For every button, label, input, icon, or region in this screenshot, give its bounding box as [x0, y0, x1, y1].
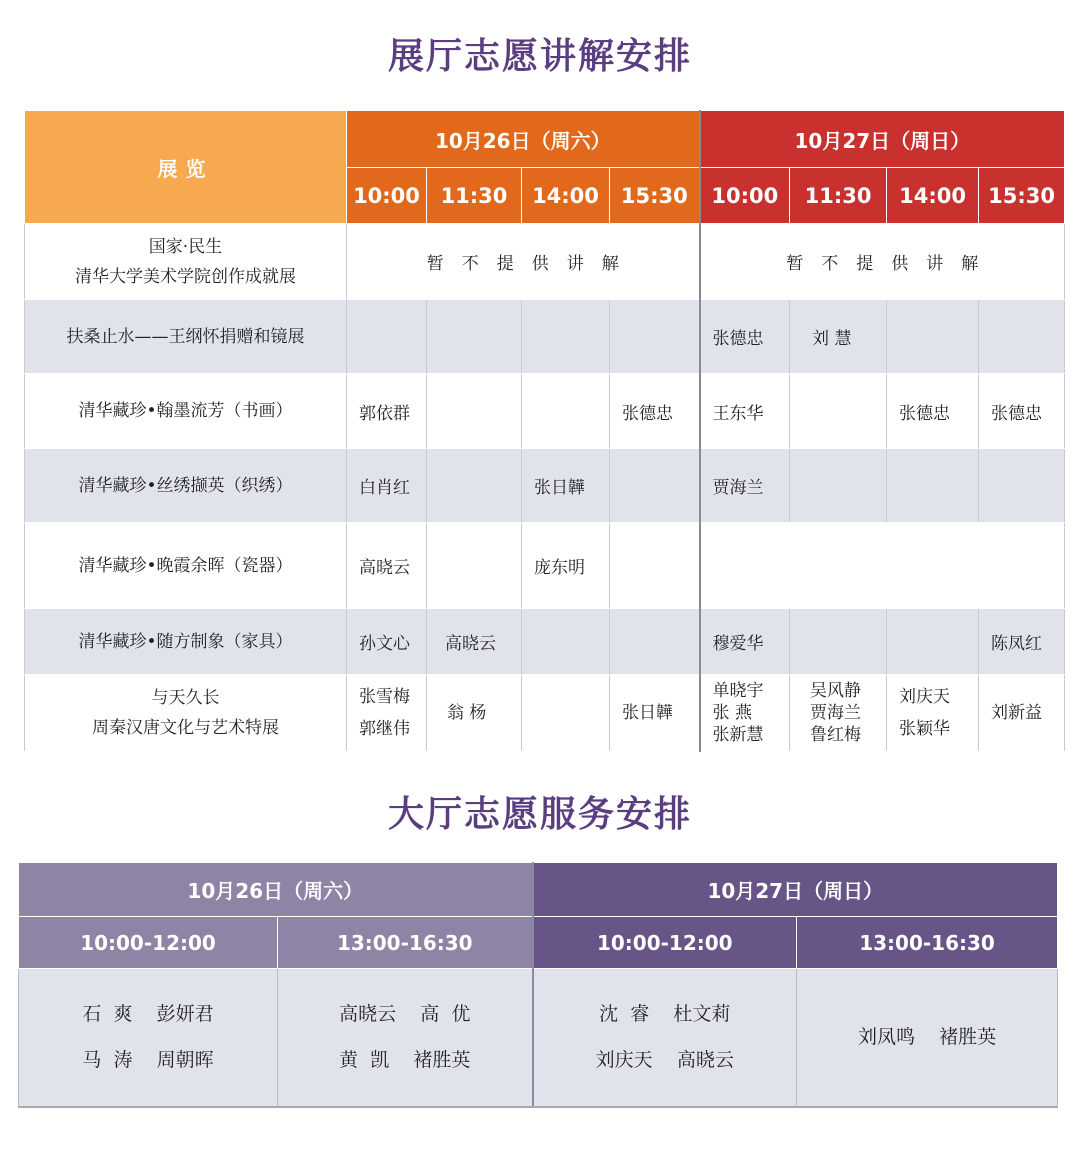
volunteer-cell: 高晓云	[427, 609, 522, 675]
hall-service-table	[18, 862, 1058, 1108]
hall-time-header: 13:00-16:30	[278, 917, 533, 969]
hall-volunteer-cell: 石 爽 彭妍君 马 涛 周朝晖	[19, 969, 278, 1107]
no-guide-note: 暂不提供讲解	[347, 224, 700, 300]
volunteer-cell	[887, 609, 979, 675]
expo-header: 展览	[25, 111, 347, 224]
volunteer-cell: 郭依群	[347, 374, 427, 449]
expo-name: 与天久长 周秦汉唐文化与艺术特展	[25, 675, 347, 752]
volunteer-cell: 贾海兰	[700, 449, 790, 523]
volunteer-cell: 庞东明	[522, 523, 610, 609]
hall-time-header: 10:00-12:00	[19, 917, 278, 969]
volunteer-cell: 吴风静 贾海兰 鲁红梅	[790, 675, 887, 752]
hall-time-header: 10:00-12:00	[533, 917, 797, 969]
expo-name: 清华藏珍•翰墨流芳（书画）	[25, 374, 347, 449]
volunteer-cell: 单晓宇 张 燕 张新慧	[700, 675, 790, 752]
volunteer-cell	[347, 300, 427, 374]
time-header: 15:30	[979, 168, 1065, 224]
volunteer-cell: 陈凤红	[979, 609, 1065, 675]
table-row	[25, 609, 1065, 675]
volunteer-cell	[979, 300, 1065, 374]
volunteer-cell: 翁 杨	[427, 675, 522, 752]
volunteer-cell	[427, 374, 522, 449]
volunteer-cell: 张日韡	[522, 449, 610, 523]
volunteer-cell: 刘庆天 张颖华	[887, 675, 979, 752]
volunteer-cell: 张德忠	[700, 300, 790, 374]
table-row	[25, 374, 1065, 449]
expo-name: 清华藏珍•随方制象（家具）	[25, 609, 347, 675]
exhibition-guide-table	[24, 110, 1065, 752]
time-header: 15:30	[610, 168, 700, 224]
volunteer-cell	[887, 300, 979, 374]
volunteer-cell	[790, 609, 887, 675]
time-header: 11:30	[427, 168, 522, 224]
day2-header: 10月27日（周日）	[700, 111, 1065, 168]
expo-name: 国家·民生 清华大学美术学院创作成就展	[25, 224, 347, 300]
volunteer-cell: 刘新益	[979, 675, 1065, 752]
volunteer-cell	[887, 449, 979, 523]
volunteer-cell	[610, 523, 700, 609]
volunteer-cell	[610, 300, 700, 374]
time-header: 10:00	[347, 168, 427, 224]
table-row	[25, 675, 1065, 752]
volunteer-cell	[700, 523, 790, 609]
volunteer-cell	[522, 374, 610, 449]
volunteer-cell	[522, 675, 610, 752]
exhibition-guide-title: 展厅志愿讲解安排	[387, 36, 692, 77]
table-row	[25, 300, 1065, 374]
time-header: 11:30	[790, 168, 887, 224]
hall-volunteer-cell: 高晓云 高 优 黄 凯 褚胜英	[278, 969, 533, 1107]
hall-service-title: 大厅志愿服务安排	[387, 794, 692, 835]
volunteer-cell: 张德忠	[610, 374, 700, 449]
volunteer-cell: 张雪梅 郭继伟	[347, 675, 427, 752]
volunteer-cell: 刘 慧	[790, 300, 887, 374]
volunteer-cell	[790, 374, 887, 449]
time-header: 14:00	[887, 168, 979, 224]
volunteer-cell	[427, 523, 522, 609]
volunteer-cell: 孙文心	[347, 609, 427, 675]
expo-name: 扶桑止水——王纲怀捐赠和镜展	[25, 300, 347, 374]
volunteer-cell	[610, 609, 700, 675]
hall-day1-header: 10月26日（周六）	[19, 863, 533, 917]
volunteer-cell	[790, 523, 887, 609]
hall-volunteer-cell: 刘凤鸣 褚胜英	[797, 969, 1058, 1107]
hall-day2-header: 10月27日（周日）	[533, 863, 1058, 917]
volunteer-cell	[887, 523, 979, 609]
volunteer-cell	[790, 449, 887, 523]
no-guide-note: 暂不提供讲解	[700, 224, 1065, 300]
hall-time-header: 13:00-16:30	[797, 917, 1058, 969]
volunteer-cell: 穆爱华	[700, 609, 790, 675]
volunteer-cell: 白肖红	[347, 449, 427, 523]
volunteer-cell: 王东华	[700, 374, 790, 449]
volunteer-cell	[979, 449, 1065, 523]
volunteer-cell	[522, 300, 610, 374]
expo-name: 清华藏珍•丝绣撷英（织绣）	[25, 449, 347, 523]
time-header: 10:00	[700, 168, 790, 224]
volunteer-cell: 高晓云	[347, 523, 427, 609]
time-header: 14:00	[522, 168, 610, 224]
table-row	[25, 523, 1065, 609]
day1-header: 10月26日（周六）	[347, 111, 700, 168]
volunteer-cell: 张德忠	[887, 374, 979, 449]
volunteer-cell	[610, 449, 700, 523]
table-row	[25, 224, 1065, 300]
volunteer-cell	[979, 523, 1065, 609]
volunteer-cell	[427, 300, 522, 374]
volunteer-cell: 张德忠	[979, 374, 1065, 449]
volunteer-cell: 张日韡	[610, 675, 700, 752]
expo-name: 清华藏珍•晚霞余晖（瓷器）	[25, 523, 347, 609]
hall-volunteer-cell: 沈 睿 杜文莉 刘庆天 高晓云	[533, 969, 797, 1107]
volunteer-cell	[522, 609, 610, 675]
volunteer-cell	[427, 449, 522, 523]
table-row	[25, 449, 1065, 523]
